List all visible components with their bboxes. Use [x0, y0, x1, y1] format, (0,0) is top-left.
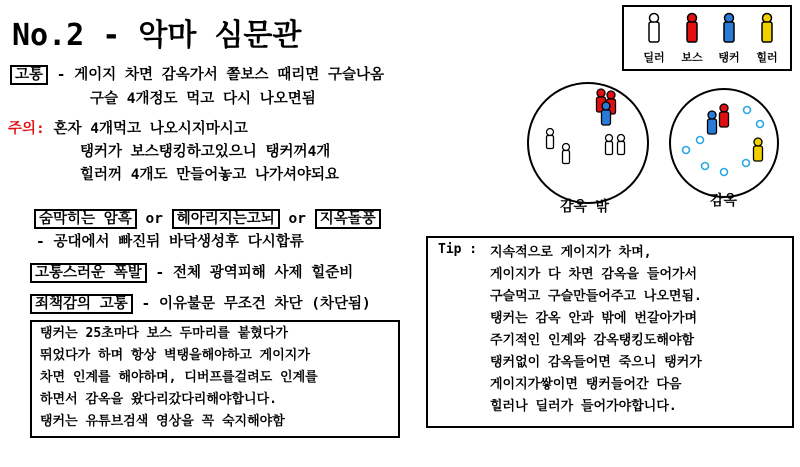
- pain-line-1: [10, 64, 384, 86]
- caution-tag: 주의:: [8, 121, 45, 137]
- skills-desc-1: - 공대에서 빠진뒤 바닥생성후 다시합류: [36, 234, 304, 250]
- tip-line-6: 탱커없이 감옥들어면 죽으니 탱커가: [490, 355, 702, 370]
- tank-figure-icon: [724, 14, 734, 43]
- tip-line-4: 탱커는 감옥 안과 밖에 번갈아가며: [490, 311, 698, 326]
- tip-line-3: 구슬먹고 구슬만들어주고 나오면됨.: [490, 289, 702, 304]
- dealer-figure-icon: [606, 135, 613, 155]
- or-text: or: [145, 211, 163, 227]
- legend-label-dealer: 딜러: [643, 51, 665, 64]
- skill-anguish: 헤아리지는고뇌: [172, 209, 280, 229]
- pain-tag: 고통: [10, 65, 48, 85]
- tank-note-line-1: 탱커는 25초마다 보스 두마리를 붙혔다가: [40, 326, 288, 341]
- tank-figure-icon: [708, 111, 717, 134]
- skills-line-3: [30, 293, 371, 315]
- boss-figure-icon: [720, 104, 729, 127]
- or-text: or: [288, 211, 306, 227]
- caution-desc-1: 혼자 4개먹고 나오시지마시고: [53, 121, 248, 137]
- tip-box: [426, 236, 794, 428]
- tank-note-box: [30, 320, 400, 438]
- skills-line-2: [30, 262, 353, 284]
- legend-label-boss: 보스: [681, 51, 703, 64]
- tank-note-line-4: 하면서 감옥을 왔다리갔다리해야합니다.: [40, 392, 277, 407]
- tank-note-line-5: 탱커는 유튜브검색 영상을 꼭 숙지해야함: [40, 414, 285, 429]
- dealer-figure-icon: [649, 14, 659, 43]
- skill-suffocating-darkness: 숨막히는 암흑: [34, 209, 137, 229]
- tank-note-line-2: 뛰었다가 하며 항상 벽탱을해야하고 게이지가: [40, 348, 310, 363]
- inside-prison-label: 감옥: [710, 193, 738, 209]
- caution-desc-2: 탱커가 보스탱킹하고있으니 탱커꺼4개: [80, 144, 331, 160]
- skills-line-1: [34, 208, 381, 230]
- skill-painful-explosion-desc: - 전체 광역피해 사제 힐준비: [155, 265, 354, 281]
- caution-desc-3: 힐러꺼 4개도 만들어놓고 나가셔야되요: [80, 167, 340, 183]
- pain-desc-1: - 게이지 차면 감옥가서 쫄보스 때리면 구슬나옴: [56, 67, 384, 83]
- tip-prefix: Tip :: [438, 242, 478, 257]
- role-legend: [622, 5, 792, 71]
- pain-desc-2: 구슬 4개정도 먹고 다시 나오면됨: [90, 91, 316, 107]
- legend-label-tank: 탱커: [718, 51, 740, 64]
- healer-figure-icon: [762, 14, 772, 43]
- outside-prison-label: 감옥 밖: [560, 199, 610, 215]
- skill-hellwind: 지옥돌풍: [315, 209, 381, 229]
- role-legend-graphic: [622, 5, 792, 71]
- tank-figure-icon: [602, 102, 611, 125]
- tip-line-5: 주기적인 인계와 감옥탱킹도해야함: [490, 333, 695, 348]
- healer-figure-icon: [754, 138, 763, 161]
- tip-line-8: 힐러나 딜러가 들어가야합니다.: [490, 399, 677, 414]
- skill-guilt-pain-desc: - 이유불문 무조건 차단 (차단됨): [141, 296, 371, 312]
- skill-painful-explosion: 고통스러운 폭발: [30, 263, 147, 283]
- caution-line-1: [8, 118, 248, 140]
- skill-guilt-pain: 죄책감의 고통: [30, 294, 133, 314]
- tip-line-1: 지속적으로 게이지가 차며,: [490, 245, 652, 260]
- tip-line-2: 게이지가 다 차면 감옥을 들어가서: [490, 267, 698, 282]
- dealer-figure-icon: [547, 129, 554, 149]
- tip-line-7: 게이지가쌓이면 탱커들어간 다음: [490, 377, 682, 392]
- page-title: No.2 - 악마 심문관: [12, 18, 302, 53]
- dealer-figure-icon: [563, 144, 570, 164]
- boss-figure-icon: [687, 14, 697, 43]
- tank-note-line-3: 차면 인계를 해야하며, 디버프를걸려도 인계를: [40, 370, 318, 385]
- dealer-figure-icon: [618, 135, 625, 155]
- legend-label-healer: 힐러: [756, 51, 778, 64]
